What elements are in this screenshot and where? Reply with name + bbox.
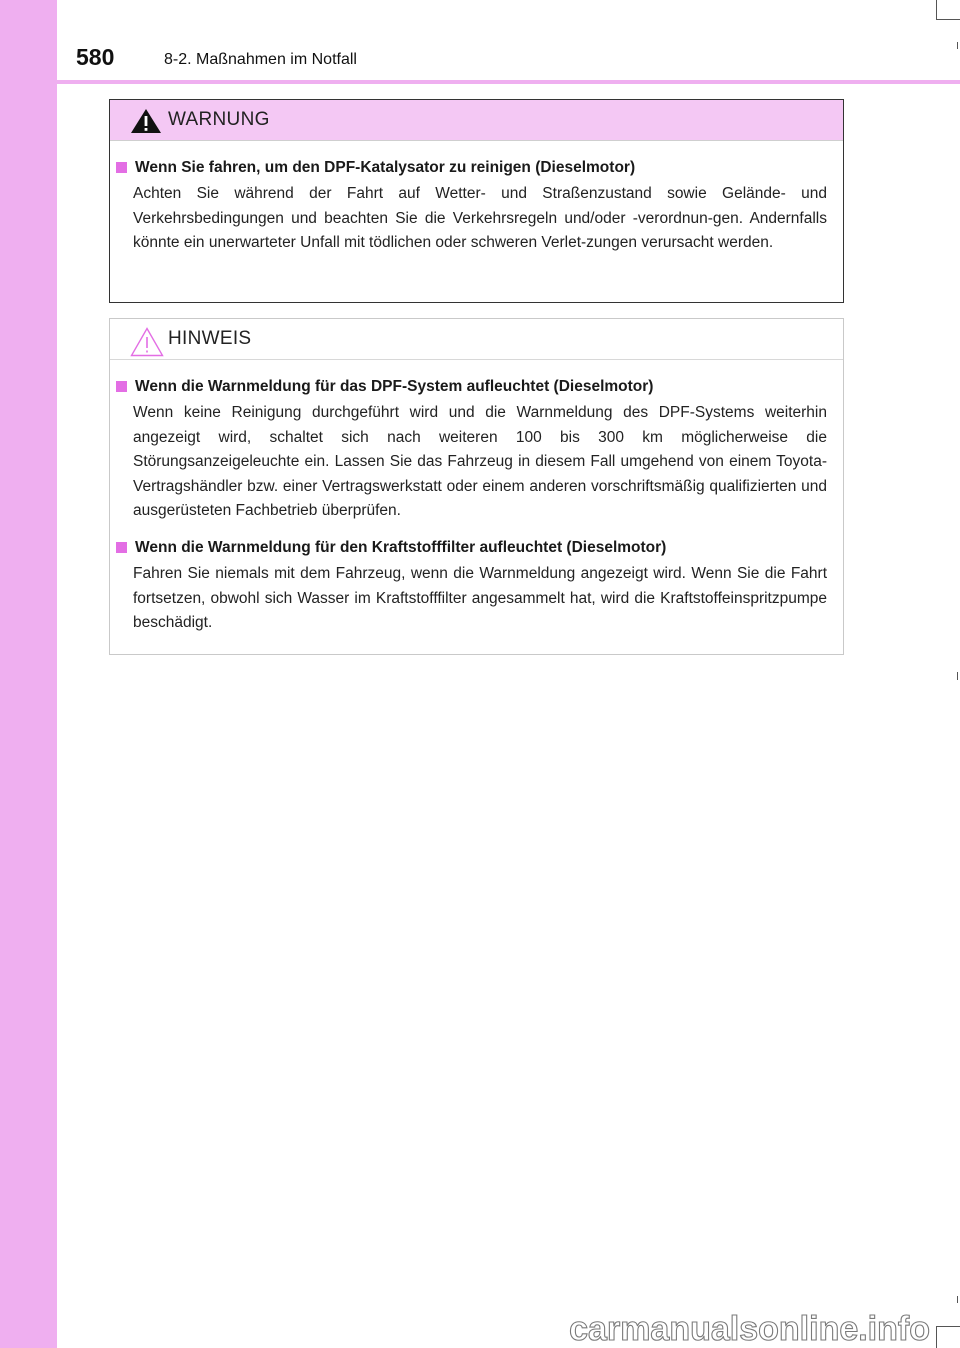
crop-mark [957, 42, 958, 49]
crop-mark [957, 1296, 958, 1303]
warning-item-title: Wenn Sie fahren, um den DPF-Katalysator zu reinigen (Dieselmotor) [135, 159, 636, 176]
section-title: 8-2. Maßnahmen im Notfall [164, 51, 357, 68]
notice-header [110, 319, 843, 360]
warning-box [109, 99, 844, 303]
square-bullet-icon [116, 381, 127, 392]
notice-item-title: Wenn die Warnmeldung für den Kraftstofffilter aufleuchtet (Dieselmotor) [135, 538, 667, 556]
notice-item-text: Wenn keine Reinigung durchgeführt wird und die Warnmeldung des DPF-Systems weiterhin angezeigt wird, schaltet sich nach weiteren 100 bis 300 km möglicherweise die Störungsanzeigeleuchte ein. Lassen Sie das Fahrzeug in diesem Fall umgehend von einem Toyota-Vertragshändler bzw. einer Vertragswerkstatt oder einem anderen vorschriftsmäßig qualifizierten und ausgerüsteten Fachbetrieb überprüfen. [133, 404, 827, 520]
warning-triangle-icon [130, 108, 162, 134]
page-number: 580 [76, 44, 115, 70]
warning-header [110, 100, 843, 141]
notice-item [116, 537, 827, 636]
warning-item-text: Achten Sie während der Fahrt auf Wetter- und Straßenzustand sowie Gelände- und Verkehrsbedingungen und beachten Sie die Verkehrsregeln und/oder -verordnun-gen. Andernfalls könnte ein unerwarteter Unfall mit tödlichen oder schweren Verlet-zungen verursacht werden. [133, 185, 827, 252]
crop-mark [957, 672, 958, 680]
warning-label: WARNUNG [168, 109, 270, 130]
notice-item-text: Fahren Sie niemals mit dem Fahrzeug, wenn die Warnmeldung angezeigt wird. Wenn Sie die Fahrt fortsetzen, obwohl sich Wasser im Kraftstofffilter angesammelt hat, wird die Kraftstoffeinspritzpumpe beschädigt. [133, 564, 827, 632]
notice-triangle-icon [130, 327, 164, 357]
notice-item-title: Wenn die Warnmeldung für das DPF-System aufleuchtet (Dieselmotor) [135, 378, 654, 395]
crop-mark [936, 19, 960, 20]
square-bullet-icon [116, 542, 127, 553]
crop-mark [936, 0, 937, 20]
warning-item [116, 157, 827, 256]
notice-label: HINWEIS [168, 328, 252, 349]
notice-box [109, 318, 844, 655]
side-color-band [0, 0, 57, 1348]
notice-item [116, 376, 827, 524]
watermark [560, 1306, 940, 1348]
watermark-text: carmanualsonline.info [569, 1310, 930, 1348]
square-bullet-icon [116, 162, 127, 173]
header-rule [0, 80, 960, 84]
